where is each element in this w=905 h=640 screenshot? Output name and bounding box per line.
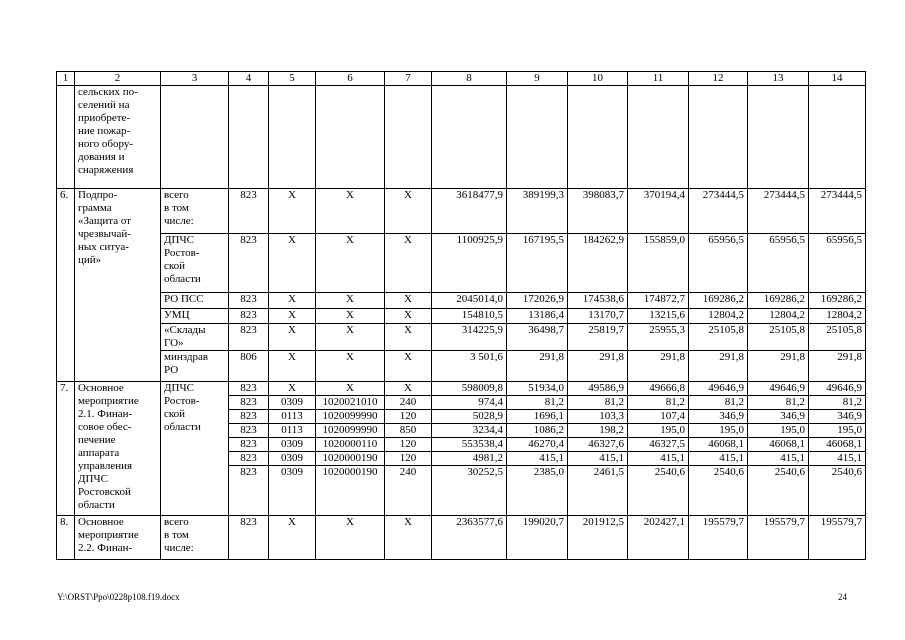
code-cell: 823 <box>229 516 269 560</box>
code-cell: Х <box>269 516 316 560</box>
amount-cell: 172026,9 <box>507 293 568 309</box>
amount-cell: 195579,7 <box>809 516 866 560</box>
code-cell: Х <box>269 324 316 351</box>
code-cell: 0309 <box>269 466 316 516</box>
amount-cell: 415,1 <box>809 452 866 466</box>
amount-cell: 65956,5 <box>809 234 866 293</box>
code-cell: 120 <box>385 452 432 466</box>
code-cell: 823 <box>229 452 269 466</box>
code-cell: 823 <box>229 424 269 438</box>
header-cell: 7 <box>385 72 432 86</box>
footer-file-path: Y:\ORST\Ppo\0228p108.f19.docx <box>57 592 180 602</box>
header-cell: 2 <box>75 72 161 86</box>
table-row <box>57 324 866 351</box>
table-row <box>57 309 866 324</box>
amount-cell: 167195,5 <box>507 234 568 293</box>
amount-cell: 2045014,0 <box>432 293 507 309</box>
code-cell: Х <box>385 189 432 234</box>
code-cell: 823 <box>229 410 269 424</box>
amount-cell: 195579,7 <box>689 516 748 560</box>
amount-cell: 49586,9 <box>568 382 628 396</box>
empty-cell <box>628 86 689 189</box>
code-cell: Х <box>316 293 385 309</box>
amount-cell: 3 501,6 <box>432 351 507 382</box>
code-cell: Х <box>269 309 316 324</box>
amount-cell: 415,1 <box>748 452 809 466</box>
amount-cell: 81,2 <box>748 396 809 410</box>
code-cell: 823 <box>229 293 269 309</box>
amount-cell: 974,4 <box>432 396 507 410</box>
code-cell: 823 <box>229 382 269 396</box>
table-body <box>57 72 866 560</box>
code-cell: 823 <box>229 309 269 324</box>
amount-cell: 13170,7 <box>568 309 628 324</box>
amount-cell: 4981,2 <box>432 452 507 466</box>
empty-cell <box>161 86 229 189</box>
table-row <box>57 234 866 293</box>
amount-cell: 3618477,9 <box>432 189 507 234</box>
amount-cell: 13215,6 <box>628 309 689 324</box>
amount-cell: 46068,1 <box>689 438 748 452</box>
amount-cell: 49646,9 <box>748 382 809 396</box>
empty-cell <box>269 86 316 189</box>
continuation-row <box>57 86 866 189</box>
amount-cell: 2363577,6 <box>432 516 507 560</box>
amount-cell: 195,0 <box>628 424 689 438</box>
footer-page-number: 24 <box>838 592 847 602</box>
row-number-cell: 8. <box>57 516 75 560</box>
executor-cell: «Склады ГО» <box>161 324 229 351</box>
amount-cell: 25819,7 <box>568 324 628 351</box>
amount-cell: 2540,6 <box>809 466 866 516</box>
amount-cell: 291,8 <box>507 351 568 382</box>
amount-cell: 195,0 <box>748 424 809 438</box>
amount-cell: 415,1 <box>507 452 568 466</box>
amount-cell: 46068,1 <box>809 438 866 452</box>
amount-cell: 174538,6 <box>568 293 628 309</box>
amount-cell: 155859,0 <box>628 234 689 293</box>
code-cell: Х <box>385 309 432 324</box>
amount-cell: 36498,7 <box>507 324 568 351</box>
amount-cell: 154810,5 <box>432 309 507 324</box>
code-cell: Х <box>269 234 316 293</box>
code-cell: 823 <box>229 438 269 452</box>
code-cell: 823 <box>229 234 269 293</box>
amount-cell: 291,8 <box>568 351 628 382</box>
amount-cell: 25105,8 <box>689 324 748 351</box>
amount-cell: 273444,5 <box>809 189 866 234</box>
amount-cell: 49646,9 <box>809 382 866 396</box>
header-cell: 9 <box>507 72 568 86</box>
header-cell: 1 <box>57 72 75 86</box>
executor-cell: ДПЧС Ростов- ской области <box>161 382 229 516</box>
activity-name-cell: Основное мероприятие 2.1. Финан- совое обес- печение аппарата управления ДПЧС Ростовской области <box>75 382 161 516</box>
amount-cell: 198,2 <box>568 424 628 438</box>
header-cell: 12 <box>689 72 748 86</box>
code-cell: Х <box>269 351 316 382</box>
code-cell: Х <box>316 382 385 396</box>
table-row <box>57 351 866 382</box>
empty-cell <box>568 86 628 189</box>
amount-cell: 81,2 <box>689 396 748 410</box>
code-cell: Х <box>385 234 432 293</box>
amount-cell: 2540,6 <box>628 466 689 516</box>
amount-cell: 291,8 <box>689 351 748 382</box>
amount-cell: 415,1 <box>568 452 628 466</box>
amount-cell: 81,2 <box>568 396 628 410</box>
amount-cell: 174872,7 <box>628 293 689 309</box>
amount-cell: 46327,6 <box>568 438 628 452</box>
executor-cell: минздрав РО <box>161 351 229 382</box>
amount-cell: 199020,7 <box>507 516 568 560</box>
amount-cell: 13186,4 <box>507 309 568 324</box>
code-cell: 850 <box>385 424 432 438</box>
amount-cell: 598009,8 <box>432 382 507 396</box>
empty-cell <box>432 86 507 189</box>
header-cell: 8 <box>432 72 507 86</box>
amount-cell: 291,8 <box>748 351 809 382</box>
amount-cell: 291,8 <box>628 351 689 382</box>
activity-name-cell: Основное мероприятие 2.2. Финан- <box>75 516 161 560</box>
executor-cell: ДПЧС Ростов- ской области <box>161 234 229 293</box>
amount-cell: 169286,2 <box>809 293 866 309</box>
amount-cell: 169286,2 <box>748 293 809 309</box>
amount-cell: 25105,8 <box>748 324 809 351</box>
code-cell: 120 <box>385 438 432 452</box>
amount-cell: 46270,4 <box>507 438 568 452</box>
amount-cell: 415,1 <box>689 452 748 466</box>
code-cell: 0113 <box>269 424 316 438</box>
amount-cell: 1696,1 <box>507 410 568 424</box>
table-row <box>57 293 866 309</box>
code-cell: Х <box>385 516 432 560</box>
code-cell: Х <box>316 309 385 324</box>
amount-cell: 291,8 <box>809 351 866 382</box>
code-cell: 1020021010 <box>316 396 385 410</box>
executor-cell: РО ПСС <box>161 293 229 309</box>
header-cell: 13 <box>748 72 809 86</box>
amount-cell: 12804,2 <box>748 309 809 324</box>
number-cell <box>57 86 75 189</box>
code-cell: 1020099990 <box>316 424 385 438</box>
code-cell: Х <box>316 324 385 351</box>
code-cell: Х <box>316 234 385 293</box>
empty-cell <box>316 86 385 189</box>
code-cell: Х <box>385 324 432 351</box>
code-cell: Х <box>269 382 316 396</box>
amount-cell: 346,9 <box>748 410 809 424</box>
row-number-cell: 7. <box>57 382 75 516</box>
amount-cell: 415,1 <box>628 452 689 466</box>
amount-cell: 370194,4 <box>628 189 689 234</box>
amount-cell: 273444,5 <box>748 189 809 234</box>
amount-cell: 65956,5 <box>748 234 809 293</box>
code-cell: Х <box>269 293 316 309</box>
amount-cell: 46327,5 <box>628 438 689 452</box>
table-row <box>57 189 866 234</box>
code-cell: Х <box>385 351 432 382</box>
header-cell: 14 <box>809 72 866 86</box>
header-cell: 4 <box>229 72 269 86</box>
code-cell: 0113 <box>269 410 316 424</box>
code-cell: Х <box>316 516 385 560</box>
amount-cell: 81,2 <box>628 396 689 410</box>
amount-cell: 5028,9 <box>432 410 507 424</box>
amount-cell: 273444,5 <box>689 189 748 234</box>
amount-cell: 389199,3 <box>507 189 568 234</box>
amount-cell: 2385,0 <box>507 466 568 516</box>
amount-cell: 103,3 <box>568 410 628 424</box>
code-cell: 1020000190 <box>316 466 385 516</box>
amount-cell: 12804,2 <box>689 309 748 324</box>
amount-cell: 184262,9 <box>568 234 628 293</box>
amount-cell: 49666,8 <box>628 382 689 396</box>
executor-cell: УМЦ <box>161 309 229 324</box>
code-cell: Х <box>269 189 316 234</box>
amount-cell: 346,9 <box>809 410 866 424</box>
header-cell: 6 <box>316 72 385 86</box>
code-cell: 1020000190 <box>316 452 385 466</box>
amount-cell: 107,4 <box>628 410 689 424</box>
amount-cell: 553538,4 <box>432 438 507 452</box>
empty-cell <box>689 86 748 189</box>
code-cell: 120 <box>385 410 432 424</box>
amount-cell: 169286,2 <box>689 293 748 309</box>
amount-cell: 195579,7 <box>748 516 809 560</box>
code-cell: 823 <box>229 466 269 516</box>
header-cell: 10 <box>568 72 628 86</box>
code-cell: Х <box>316 189 385 234</box>
code-cell: 0309 <box>269 438 316 452</box>
code-cell: 823 <box>229 189 269 234</box>
amount-cell: 25955,3 <box>628 324 689 351</box>
empty-cell <box>229 86 269 189</box>
empty-cell <box>748 86 809 189</box>
code-cell: 823 <box>229 324 269 351</box>
table-row <box>57 382 866 396</box>
header-cell: 5 <box>269 72 316 86</box>
table-row <box>57 516 866 560</box>
amount-cell: 30252,5 <box>432 466 507 516</box>
executor-cell: всего в том числе: <box>161 189 229 234</box>
activity-name-cell: Подпро- грамма «Защита от чрезвычай- ных ситуа- ций» <box>75 189 161 382</box>
amount-cell: 2461,5 <box>568 466 628 516</box>
amount-cell: 12804,2 <box>809 309 866 324</box>
amount-cell: 51934,0 <box>507 382 568 396</box>
amount-cell: 202427,1 <box>628 516 689 560</box>
code-cell: Х <box>385 382 432 396</box>
code-cell: Х <box>316 351 385 382</box>
amount-cell: 25105,8 <box>809 324 866 351</box>
header-row <box>57 72 866 86</box>
amount-cell: 201912,5 <box>568 516 628 560</box>
executor-cell: всего в том числе: <box>161 516 229 560</box>
empty-cell <box>809 86 866 189</box>
code-cell: 0309 <box>269 396 316 410</box>
code-cell: Х <box>385 293 432 309</box>
amount-cell: 195,0 <box>689 424 748 438</box>
amount-cell: 346,9 <box>689 410 748 424</box>
amount-cell: 398083,7 <box>568 189 628 234</box>
amount-cell: 314225,9 <box>432 324 507 351</box>
header-cell: 3 <box>161 72 229 86</box>
amount-cell: 195,0 <box>809 424 866 438</box>
code-cell: 240 <box>385 396 432 410</box>
header-cell: 11 <box>628 72 689 86</box>
amount-cell: 81,2 <box>507 396 568 410</box>
code-cell: 1020000110 <box>316 438 385 452</box>
row-number-cell: 6. <box>57 189 75 382</box>
code-cell: 823 <box>229 396 269 410</box>
code-cell: 806 <box>229 351 269 382</box>
code-cell: 1020099990 <box>316 410 385 424</box>
amount-cell: 49646,9 <box>689 382 748 396</box>
code-cell: 0309 <box>269 452 316 466</box>
activity-name-cell: сельских по- селений на приобрете- ние пожар- ного обору- дования и снаряжения <box>75 86 161 189</box>
amount-cell: 46068,1 <box>748 438 809 452</box>
code-cell: 240 <box>385 466 432 516</box>
empty-cell <box>507 86 568 189</box>
amount-cell: 81,2 <box>809 396 866 410</box>
amount-cell: 3234,4 <box>432 424 507 438</box>
amount-cell: 2540,6 <box>689 466 748 516</box>
amount-cell: 65956,5 <box>689 234 748 293</box>
amount-cell: 1086,2 <box>507 424 568 438</box>
amount-cell: 2540,6 <box>748 466 809 516</box>
budget-table <box>56 71 866 560</box>
empty-cell <box>385 86 432 189</box>
amount-cell: 1100925,9 <box>432 234 507 293</box>
